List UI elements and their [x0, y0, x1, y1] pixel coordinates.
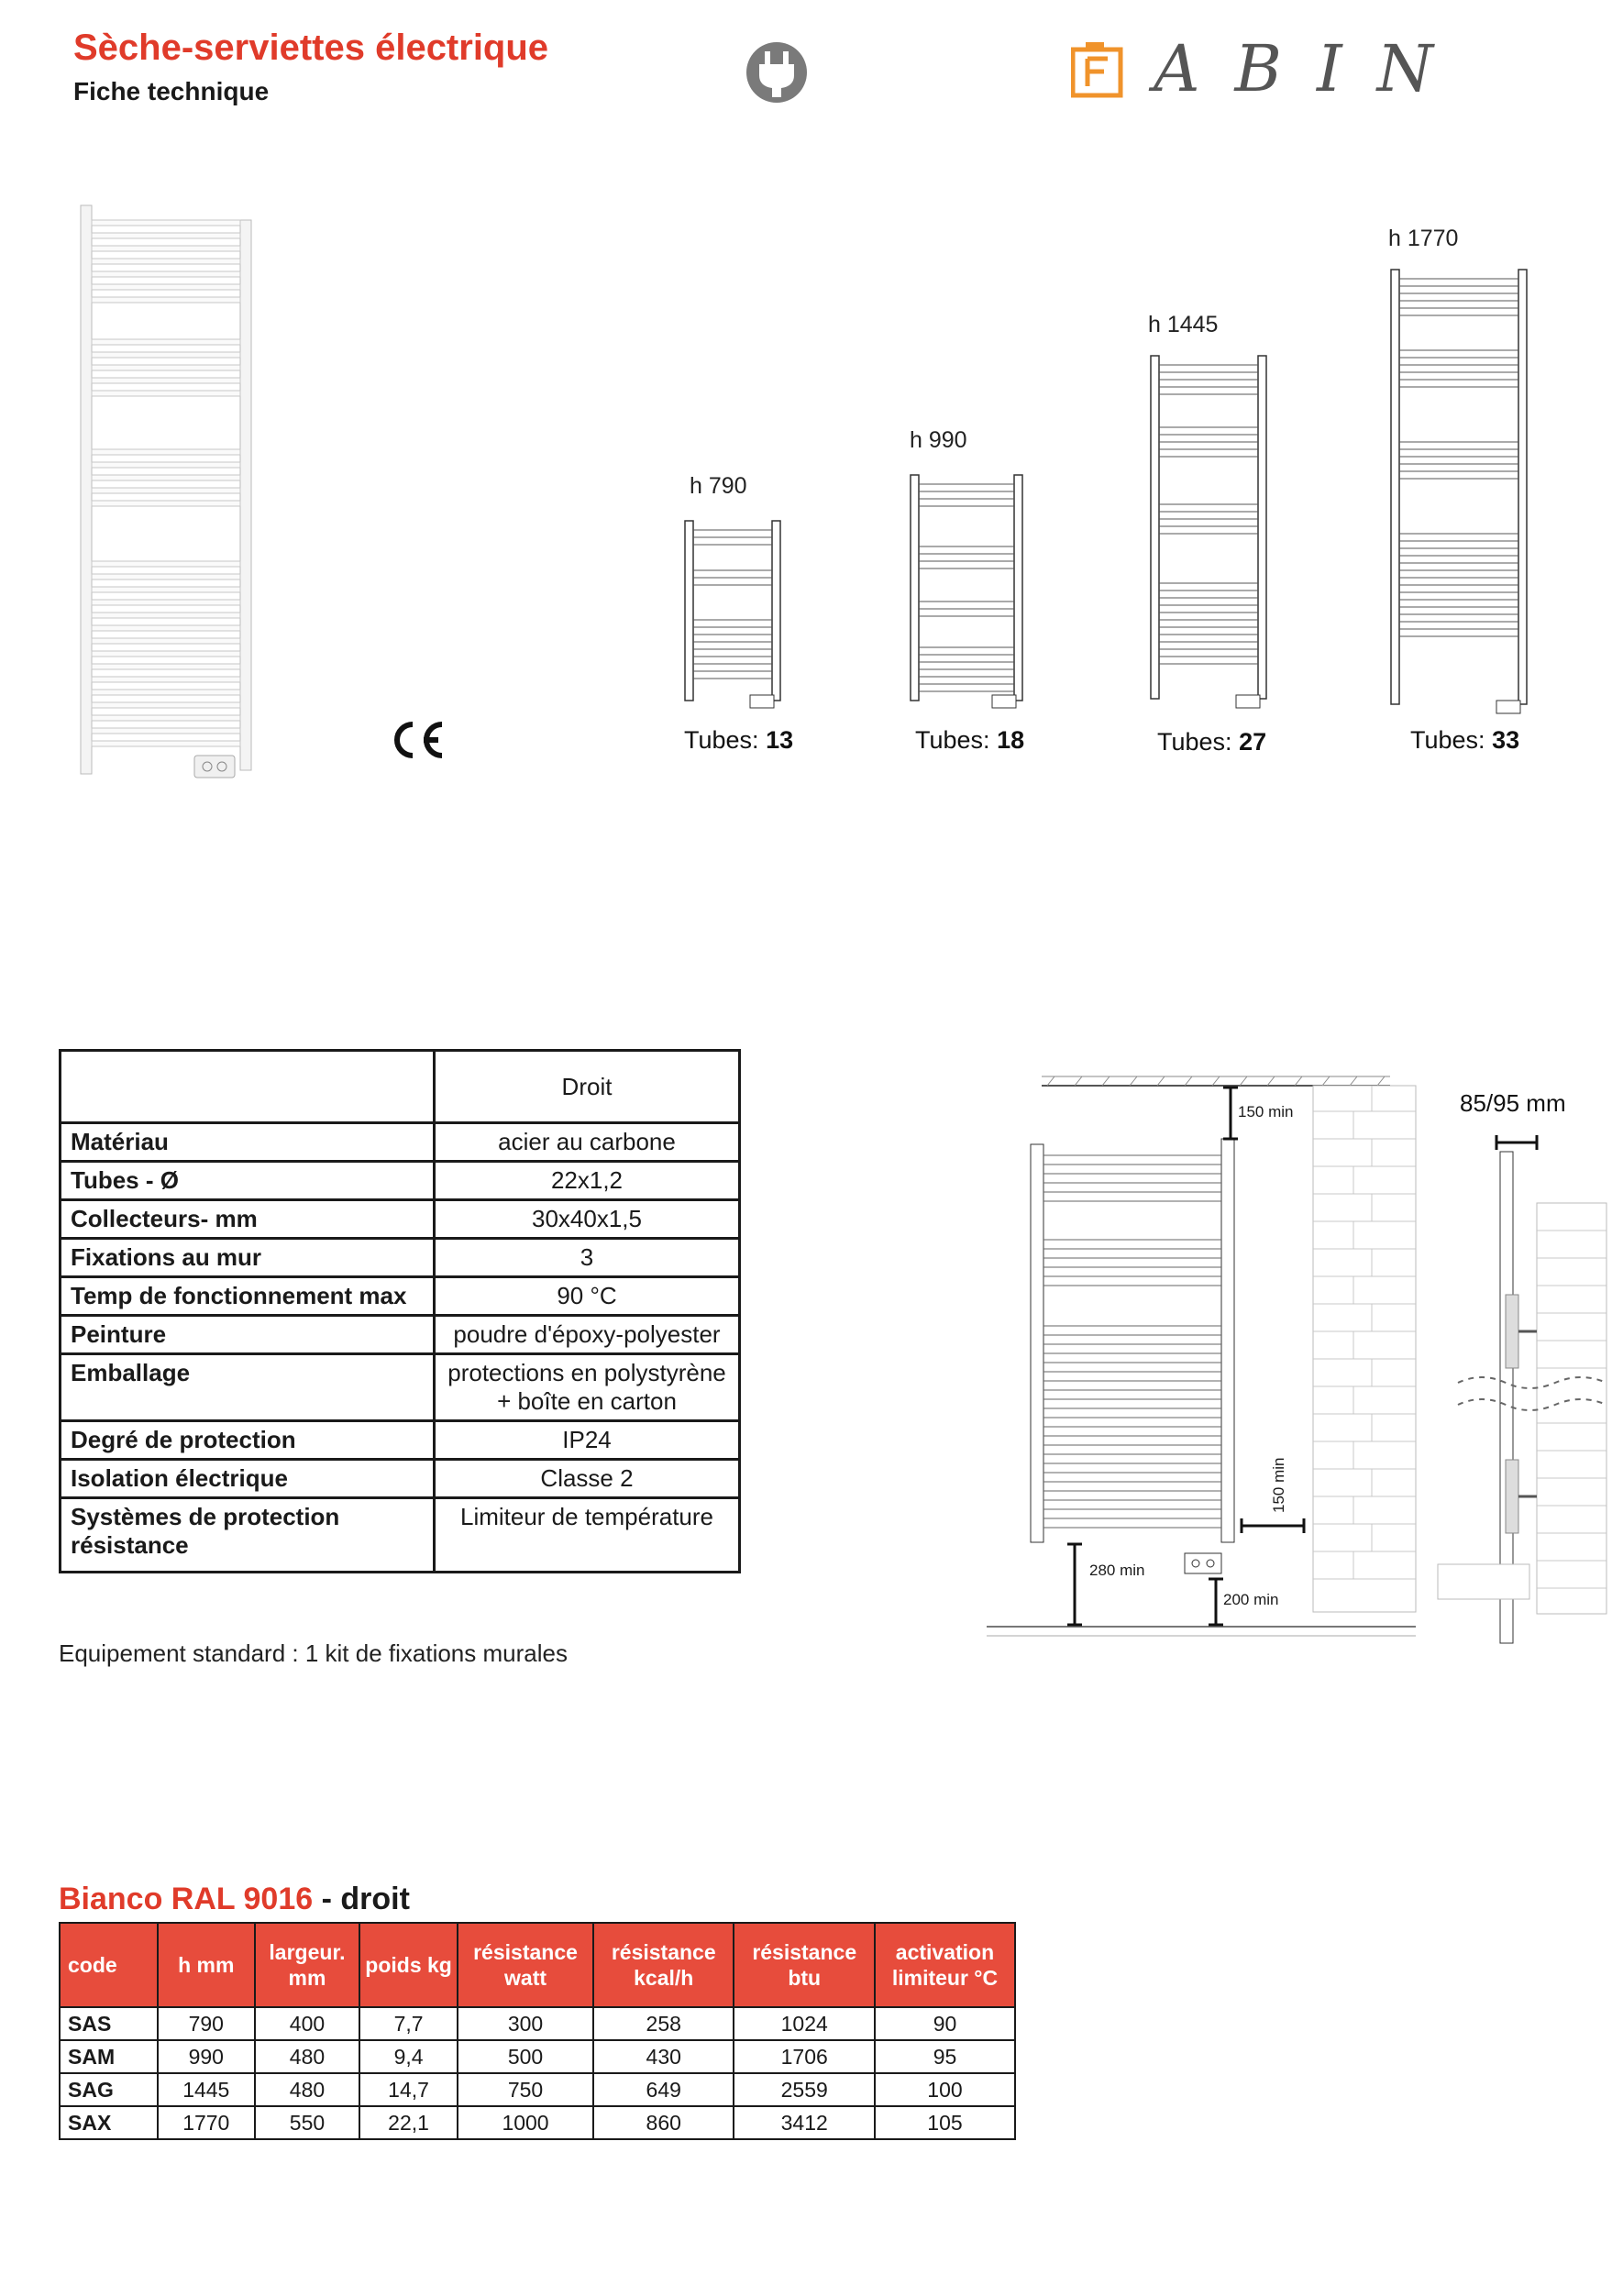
table-row	[61, 1239, 740, 1277]
product-table	[59, 1922, 1016, 2140]
box-gap-label: 200 min	[1223, 1591, 1279, 1608]
spec-key: Temp de fonctionnement max	[61, 1277, 435, 1316]
table-row	[61, 1421, 740, 1460]
model-tubes: Tubes: 27	[1157, 728, 1267, 756]
spec-key: Degré de protection	[61, 1421, 435, 1460]
cell: 550	[255, 2106, 359, 2139]
product-table-title: Bianco RAL 9016 - droit	[59, 1882, 410, 1916]
cell: 860	[593, 2106, 734, 2139]
table-row	[61, 1460, 740, 1498]
spec-value: 30x40x1,5	[435, 1200, 740, 1239]
spec-key: Peinture	[61, 1316, 435, 1354]
spec-corner-cell	[61, 1051, 435, 1123]
spec-value: 90 °C	[435, 1277, 740, 1316]
col-header: résistance btu	[734, 1923, 874, 2007]
cell: 790	[158, 2007, 255, 2040]
table-row	[61, 1200, 740, 1239]
cell: 1024	[734, 2007, 874, 2040]
model-tubes: Tubes: 13	[684, 726, 794, 754]
radiator-790-diagram	[682, 519, 785, 712]
col-header: résistance watt	[458, 1923, 593, 2007]
cell: 400	[255, 2007, 359, 2040]
model-tubes: Tubes: 18	[915, 726, 1025, 754]
spec-value: 22x1,2	[435, 1162, 740, 1200]
table-row	[60, 2040, 1015, 2073]
brand-name: ABIN	[1154, 31, 1468, 106]
cell: 500	[458, 2040, 593, 2073]
page-title: Sèche-serviettes électrique	[73, 28, 549, 68]
cell: 258	[593, 2007, 734, 2040]
spec-key: Matériau	[61, 1123, 435, 1162]
cell: 430	[593, 2040, 734, 2073]
cell: 3412	[734, 2106, 874, 2139]
table-header-row	[60, 1923, 1015, 2007]
radiator-990-diagram	[908, 473, 1029, 713]
col-header: h mm	[158, 1923, 255, 2007]
table-row	[60, 2007, 1015, 2040]
cell: SAS	[60, 2007, 158, 2040]
spec-value: Classe 2	[435, 1460, 740, 1498]
model-height-label: h 990	[910, 427, 967, 453]
cell: 480	[255, 2073, 359, 2106]
spec-key: Collecteurs- mm	[61, 1200, 435, 1239]
radiator-illustration	[73, 202, 275, 789]
model-height-label: h 790	[690, 473, 747, 499]
col-header: code	[60, 1923, 158, 2007]
page-subtitle: Fiche technique	[73, 77, 270, 105]
model-tubes: Tubes: 33	[1410, 726, 1520, 754]
model-height-label: h 1445	[1148, 312, 1219, 337]
col-header: poids kg	[359, 1923, 458, 2007]
depth-label: 85/95 mm	[1460, 1089, 1566, 1117]
top-gap-label: 150 min	[1238, 1103, 1294, 1120]
cell: 7,7	[359, 2007, 458, 2040]
cell: 649	[593, 2073, 734, 2106]
cell: 1706	[734, 2040, 874, 2073]
spec-value: acier au carbone	[435, 1123, 740, 1162]
table-row	[60, 2106, 1015, 2139]
spec-key: Tubes - Ø	[61, 1162, 435, 1200]
table-row	[61, 1051, 740, 1123]
cell: 750	[458, 2073, 593, 2106]
side-gap-label: 150 min	[1270, 1457, 1287, 1513]
cell: 90	[875, 2007, 1015, 2040]
table-row	[61, 1123, 740, 1162]
cell: 480	[255, 2040, 359, 2073]
ce-mark-icon	[389, 719, 447, 761]
cell: 100	[875, 2073, 1015, 2106]
cell: 14,7	[359, 2073, 458, 2106]
cell: 1445	[158, 2073, 255, 2106]
floor-gap-label: 280 min	[1089, 1562, 1145, 1579]
spec-key: Fixations au mur	[61, 1239, 435, 1277]
cell: 2559	[734, 2073, 874, 2106]
spec-value: poudre d'époxy-polyester	[435, 1316, 740, 1354]
col-header: activation limiteur °C	[875, 1923, 1015, 2007]
model-height-label: h 1770	[1388, 226, 1459, 251]
spec-key: Emballage	[61, 1354, 435, 1421]
table-row	[61, 1277, 740, 1316]
cell: 22,1	[359, 2106, 458, 2139]
spec-value: IP24	[435, 1421, 740, 1460]
cell: 105	[875, 2106, 1015, 2139]
spec-value: protections en polystyrène + boîte en carton	[435, 1354, 740, 1421]
cell: SAG	[60, 2073, 158, 2106]
spec-key: Systèmes de protection résistance	[61, 1498, 435, 1573]
plug-icon	[745, 40, 809, 105]
cell: SAM	[60, 2040, 158, 2073]
table-row	[61, 1162, 740, 1200]
cell: 1770	[158, 2106, 255, 2139]
spec-key: Isolation électrique	[61, 1460, 435, 1498]
logo-mark-icon	[1071, 42, 1124, 99]
spec-value: 3	[435, 1239, 740, 1277]
table-row	[61, 1354, 740, 1421]
cell: 9,4	[359, 2040, 458, 2073]
radiator-1445-diagram	[1148, 354, 1273, 713]
cell: 990	[158, 2040, 255, 2073]
cell: 1000	[458, 2106, 593, 2139]
equipment-note: Equipement standard : 1 kit de fixations murales	[59, 1639, 568, 1667]
table-row	[61, 1498, 740, 1573]
col-header: largeur. mm	[255, 1923, 359, 2007]
col-header: résistance kcal/h	[593, 1923, 734, 2007]
spec-table	[59, 1049, 741, 1573]
radiator-1770-diagram	[1388, 268, 1535, 719]
table-row	[61, 1316, 740, 1354]
table-row	[60, 2073, 1015, 2106]
cell: SAX	[60, 2106, 158, 2139]
spec-value: Limiteur de température	[435, 1498, 740, 1573]
cell: 95	[875, 2040, 1015, 2073]
spec-header-cell: Droit	[435, 1051, 740, 1123]
installation-diagram	[987, 1056, 1619, 1661]
cell: 300	[458, 2007, 593, 2040]
